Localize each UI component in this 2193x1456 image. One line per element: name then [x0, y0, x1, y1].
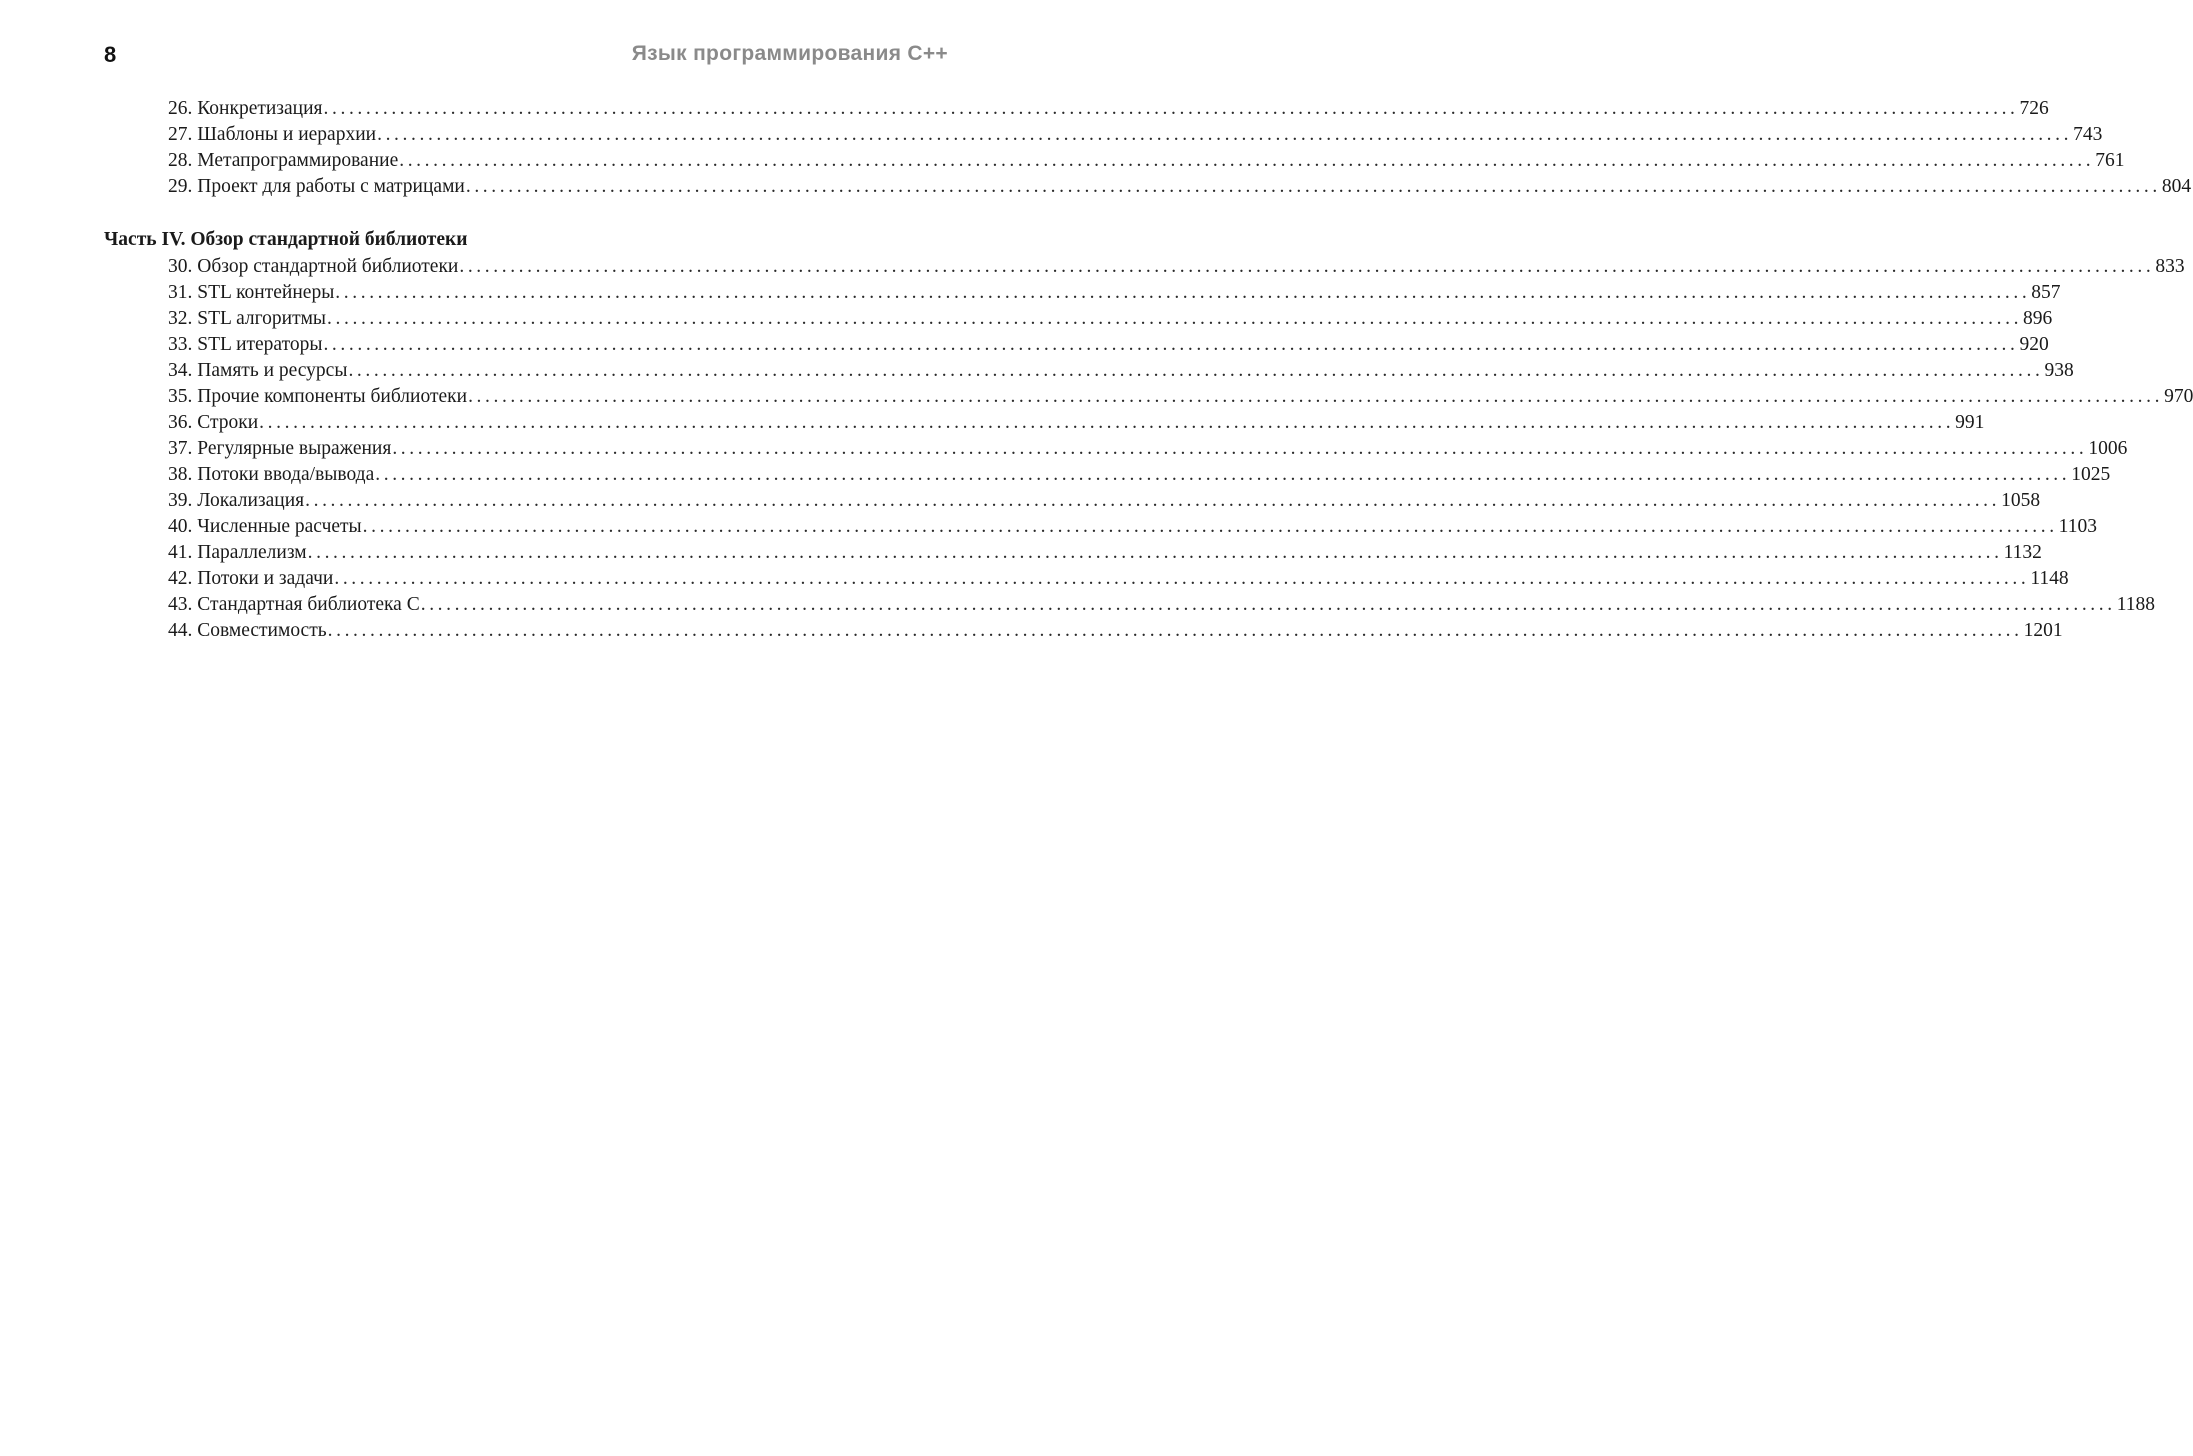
toc-entry[interactable] — [104, 148, 2125, 174]
dot-leader: ........................................................................................................................................................................................................ — [348, 360, 2044, 381]
toc-entry-label: 39. Локализация — [168, 490, 305, 511]
toc-entry-page: 1103 — [2058, 516, 2097, 537]
table-of-contents — [104, 96, 2193, 644]
dot-leader: ........................................................................................................................................................................................................ — [465, 176, 2161, 197]
toc-entry-label: 27. Шаблоны и иерархии — [168, 124, 377, 145]
dot-leader: ........................................................................................................................................................................................................ — [259, 412, 1955, 433]
toc-entry-label: 36. Строки — [168, 412, 259, 433]
toc-entry[interactable] — [104, 332, 2049, 358]
dot-leader: ........................................................................................................................................................................................................ — [334, 568, 2030, 589]
toc-entry-page: 1188 — [2116, 594, 2156, 615]
toc-entry-label: 44. Совместимость — [168, 620, 327, 641]
section-spacer — [104, 200, 944, 226]
dot-leader: ........................................................................................................................................................................................................ — [327, 308, 2023, 329]
toc-entry[interactable] — [104, 96, 2049, 122]
part-heading[interactable]: Часть IV. Обзор стандартной библиотеки — [104, 229, 468, 250]
dot-leader: ........................................................................................................................................................................................................ — [459, 256, 2155, 277]
toc-entry-label: 43. Стандартная библиотека С — [168, 594, 420, 615]
toc-entry-page: 991 — [1955, 412, 1985, 433]
toc-entry-label: 37. Регулярные выражения — [168, 438, 392, 459]
toc-entry-page: 1058 — [2001, 490, 2041, 511]
toc-entry[interactable] — [104, 540, 2042, 566]
toc-entry[interactable] — [104, 488, 2041, 514]
toc-entry-label: 35. Прочие компоненты библиотеки — [168, 386, 468, 407]
toc-entry-label: 32. STL алгоритмы — [168, 308, 327, 329]
toc-entry[interactable] — [104, 436, 2128, 462]
dot-leader: ........................................................................................................................................................................................................ — [375, 464, 2071, 485]
toc-entry-page: 804 — [2161, 176, 2192, 197]
dot-leader: ........................................................................................................................................................................................................ — [327, 620, 2023, 641]
toc-entry-page: 761 — [2095, 150, 2125, 171]
dot-leader: ........................................................................................................................................................................................................ — [335, 282, 2031, 303]
toc-entry-page: 1006 — [2088, 438, 2128, 459]
dot-leader: ........................................................................................................................................................................................................ — [399, 150, 2095, 171]
toc-entry-page: 726 — [2019, 98, 2049, 119]
toc-entry-label: 28. Метапрограммирование — [168, 150, 399, 171]
toc-entry[interactable] — [104, 592, 2156, 618]
toc-entry-page: 938 — [2044, 360, 2074, 381]
toc-entry[interactable] — [104, 254, 2185, 280]
toc-entry[interactable] — [104, 618, 2063, 644]
dot-leader: ........................................................................................................................................................................................................ — [377, 124, 2073, 145]
toc-entry-label: 38. Потоки ввода/вывода — [168, 464, 375, 485]
toc-entry-page: 833 — [2155, 256, 2185, 277]
dot-leader: ........................................................................................................................................................................................................ — [307, 542, 2003, 563]
toc-entry[interactable] — [104, 462, 2111, 488]
dot-leader: ........................................................................................................................................................................................................ — [468, 386, 2164, 407]
toc-entry-page: 970 — [2164, 386, 2193, 407]
toc-entry-page: 920 — [2019, 334, 2049, 355]
toc-entry[interactable] — [104, 384, 2193, 410]
dot-leader: ........................................................................................................................................................................................................ — [420, 594, 2116, 615]
dot-leader: ........................................................................................................................................................................................................ — [392, 438, 2088, 459]
toc-entry-label: 30. Обзор стандартной библиотеки — [168, 256, 459, 277]
toc-entry[interactable] — [104, 358, 2074, 384]
dot-leader: ........................................................................................................................................................................................................ — [323, 334, 2019, 355]
toc-entry-label: 40. Численные расчеты — [168, 516, 362, 537]
toc-entry-page: 896 — [2023, 308, 2053, 329]
dot-leader: ........................................................................................................................................................................................................ — [362, 516, 2058, 537]
toc-entry-label: 34. Память и ресурсы — [168, 360, 348, 381]
toc-entry-label: 26. Конкретизация — [168, 98, 323, 119]
toc-entry-label: 29. Проект для работы с матрицами — [168, 176, 465, 197]
toc-entry[interactable] — [104, 514, 2097, 540]
toc-entry-label: 42. Потоки и задачи — [168, 568, 334, 589]
toc-entry-page: 1132 — [2003, 542, 2042, 563]
toc-entry-page: 743 — [2073, 124, 2103, 145]
dot-leader: ........................................................................................................................................................................................................ — [323, 98, 2019, 119]
toc-entry[interactable] — [104, 174, 2192, 200]
toc-entry[interactable] — [104, 410, 1985, 436]
toc-entry[interactable] — [104, 306, 2053, 332]
toc-entry[interactable] — [104, 280, 2061, 306]
running-title: Язык программирования С++ — [631, 42, 948, 65]
toc-entry[interactable] — [104, 566, 2069, 592]
toc-entry-label: 41. Параллелизм — [168, 542, 307, 563]
dot-leader: ........................................................................................................................................................................................................ — [305, 490, 2001, 511]
toc-entry-label: 33. STL итераторы — [168, 334, 323, 355]
toc-entry[interactable] — [104, 122, 2103, 148]
toc-entry-page: 1025 — [2071, 464, 2111, 485]
toc-entry-page: 857 — [2031, 282, 2061, 303]
toc-entry-page: 1201 — [2023, 620, 2063, 641]
toc-entry-page: 1148 — [2030, 568, 2069, 589]
page-header — [104, 42, 948, 76]
toc-entry-label: 31. STL контейнеры — [168, 282, 335, 303]
page-number: 8 — [104, 42, 117, 67]
